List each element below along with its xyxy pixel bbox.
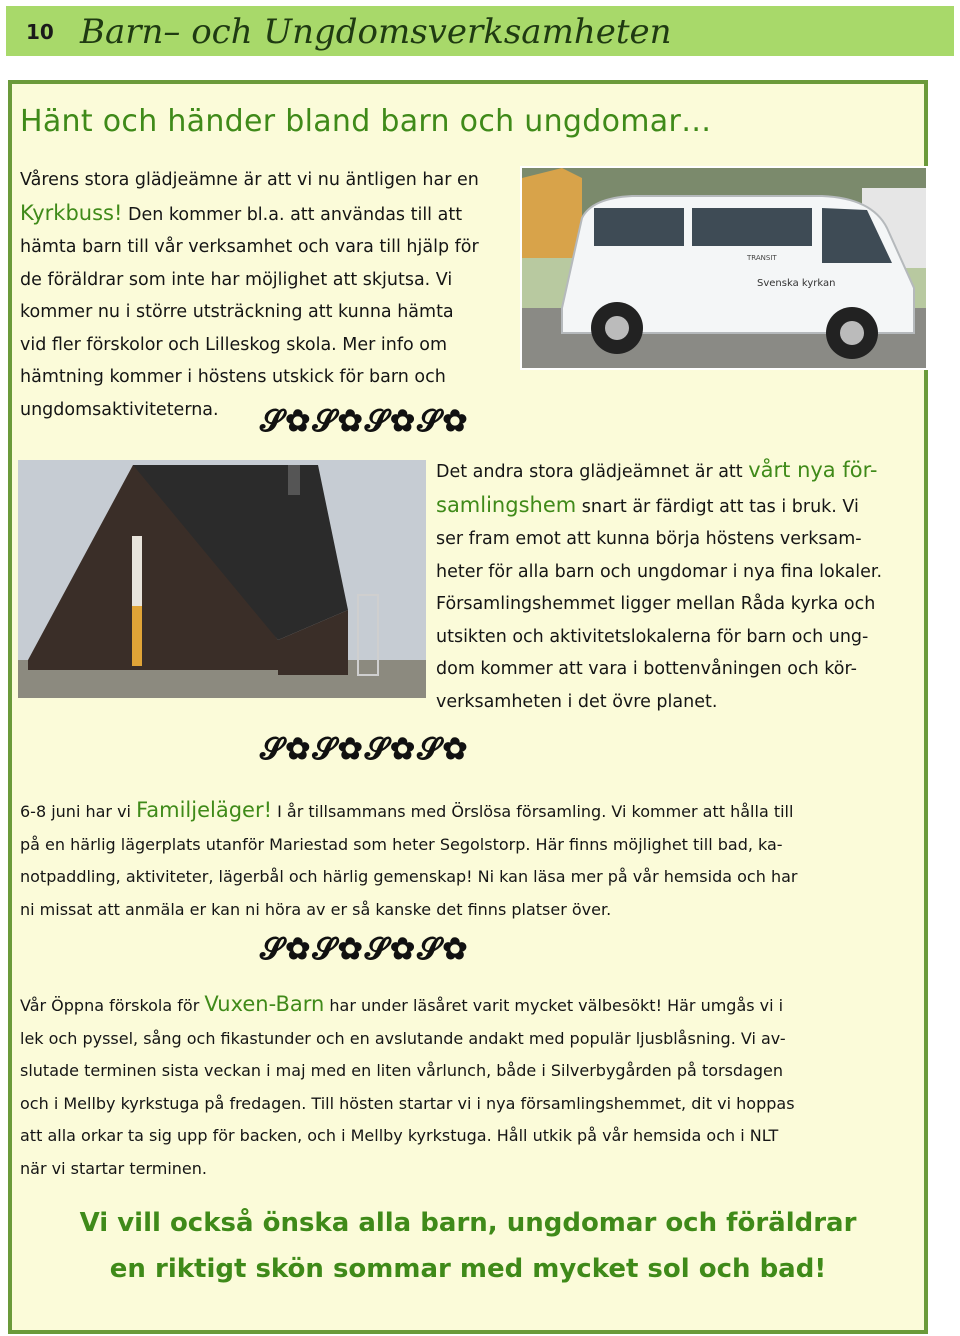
preschool-line: och i Mellby kyrkstuga på fredagen. Till hösten startar vi i nya församlingshemmet, dit vi hoppas [20, 1093, 795, 1113]
flower-icon: ✿ [389, 932, 418, 967]
flower-icon: ✿ [389, 732, 418, 767]
flower-icon: ✿ [389, 404, 418, 439]
bus-line-2 [20, 197, 516, 232]
bus-intro: Vårens stora glädjeämne är att vi nu äntligen har en [20, 170, 479, 190]
flower-icon: ✿ [337, 932, 365, 967]
swirl-icon: 𝓢 [417, 932, 443, 967]
flower-icon: ✿ [442, 404, 470, 439]
parish-home-line-1 [436, 454, 916, 489]
section-title: Barn– och Ungdomsverksamheten [80, 12, 672, 52]
parish-home-line: Församlingshemmet ligger mellan Råda kyrka och [436, 594, 876, 614]
closing-line-2: en riktigt skön sommar med mycket sol och bad! [109, 1254, 827, 1284]
swirl-icon: 𝓢 [312, 732, 338, 767]
bus-line: Den kommer bl.a. att användas till att [122, 204, 463, 225]
flower-icon: ✿ [285, 932, 313, 967]
bus-line: ungdomsaktiviteterna. [20, 399, 219, 420]
headline: Hänt och händer bland barn och ungdomar… [20, 104, 712, 139]
swirl-icon: 𝓢 [312, 932, 338, 967]
van-model-text: TRANSIT [747, 254, 777, 262]
flower-icon: ✿ [337, 404, 365, 439]
swirl-icon: 𝓢 [260, 732, 286, 767]
flower-ornament [260, 404, 470, 439]
parish-home-line: dom kommer att vara i bottenvåningen och kör- [436, 659, 857, 679]
preschool-line: slutade terminen sista veckan i maj med en liten vårlunch, både i Silverbygården på torsdagen [20, 1061, 784, 1080]
family-camp-highlight: Familjeläger! [136, 798, 272, 822]
flower-ornament [260, 932, 470, 967]
parish-home-line: snart är färdigt att tas i bruk. Vi [576, 496, 859, 517]
parish-house-photo [18, 460, 426, 698]
preschool-intro: Vår Öppna förskola för [20, 996, 200, 1015]
flower-icon: ✿ [442, 732, 470, 767]
family-camp-paragraph [20, 794, 918, 926]
preschool-line-1 [20, 988, 918, 1023]
swirl-icon: 𝓢 [260, 404, 286, 439]
flower-ornament [260, 732, 470, 767]
parish-home-intro: Det andra stora glädjeämnet är att [436, 462, 743, 482]
swirl-icon: 𝓢 [312, 404, 338, 439]
parish-home-line: heter för alla barn och ungdomar i nya fina lokaler. [436, 561, 883, 582]
swirl-icon: 𝓢 [260, 932, 286, 967]
parish-home-line: verksamheten i det övre planet. [436, 691, 718, 712]
swirl-icon: 𝓢 [364, 932, 390, 967]
preschool-line: lek och pyssel, sång och fikastunder och en avslutande andakt med populär ljusblåsning. Vi av- [20, 1028, 786, 1048]
church-bus-photo [520, 166, 928, 370]
bus-line: kommer nu i större utsträckning att kunna hämta [20, 302, 454, 322]
parish-home-paragraph [436, 454, 916, 718]
page-number: 10 [26, 20, 54, 44]
church-bus-illustration [522, 168, 926, 368]
bus-paragraph [20, 164, 516, 426]
flower-icon: ✿ [285, 732, 313, 767]
preschool-line: har under läsåret varit mycket välbesökt! Här umgås vi i [324, 996, 784, 1015]
bus-line: vid fler förskolor och Lilleskog skola. Mer info om [20, 334, 448, 355]
swirl-icon: 𝓢 [417, 404, 443, 439]
new-parish-home-highlight: vårt nya för- [748, 458, 878, 482]
open-preschool-paragraph [20, 988, 918, 1185]
camp-line: notpaddling, aktiviteter, lägerbål och härlig gemenskap! Ni kan läsa mer på vår hemsida och har [20, 867, 798, 886]
bus-line: de föräldrar som inte har möjlighet att skjutsa. Vi [20, 269, 453, 290]
preschool-line: när vi startar terminen. [20, 1158, 207, 1178]
preschool-line: att alla orkar ta sig upp för backen, och i Mellby kyrkstuga. Håll utkik på vår hemsida och i NLT [20, 1126, 779, 1145]
bus-line: hämtning kommer i höstens utskick för barn och [20, 367, 446, 387]
parish-home-line: ser fram emot att kunna börja höstens verksam- [436, 529, 862, 549]
flower-icon: ✿ [337, 732, 365, 767]
swirl-icon: 𝓢 [364, 404, 390, 439]
camp-line: på en härlig lägerplats utanför Mariestad som heter Segolstorp. Här finns möjlighet till bad, ka- [20, 834, 783, 854]
page-header [6, 6, 954, 56]
swirl-icon: 𝓢 [364, 732, 390, 767]
swirl-icon: 𝓢 [417, 732, 443, 767]
camp-line: I år tillsammans med Örslösa församling. Vi kommer att hålla till [272, 802, 794, 821]
camp-line: ni missat att anmäla er kan ni höra av er så kanske det finns platser över. [20, 899, 612, 919]
camp-line-1 [20, 794, 918, 829]
parish-home-line-2 [436, 489, 916, 524]
parish-home-line: utsikten och aktivitetslokalerna för barn och ung- [436, 626, 869, 647]
vuxen-barn-highlight: Vuxen-Barn [204, 992, 325, 1016]
content-panel [8, 80, 928, 1334]
kyrkbuss-highlight: Kyrkbuss! [20, 200, 123, 225]
bus-line: hämta barn till vår verksamhet och vara till hjälp för [20, 237, 479, 257]
new-parish-home-highlight-cont: samlingshem [436, 492, 577, 517]
flower-icon: ✿ [442, 932, 470, 967]
parish-house-illustration [18, 460, 426, 698]
flower-icon: ✿ [285, 404, 313, 439]
closing-line-1: Vi vill också önska alla barn, ungdomar och föräldrar [79, 1208, 857, 1238]
van-brand-text: Svenska kyrkan [757, 278, 836, 289]
camp-intro: 6-8 juni har vi [20, 802, 131, 821]
